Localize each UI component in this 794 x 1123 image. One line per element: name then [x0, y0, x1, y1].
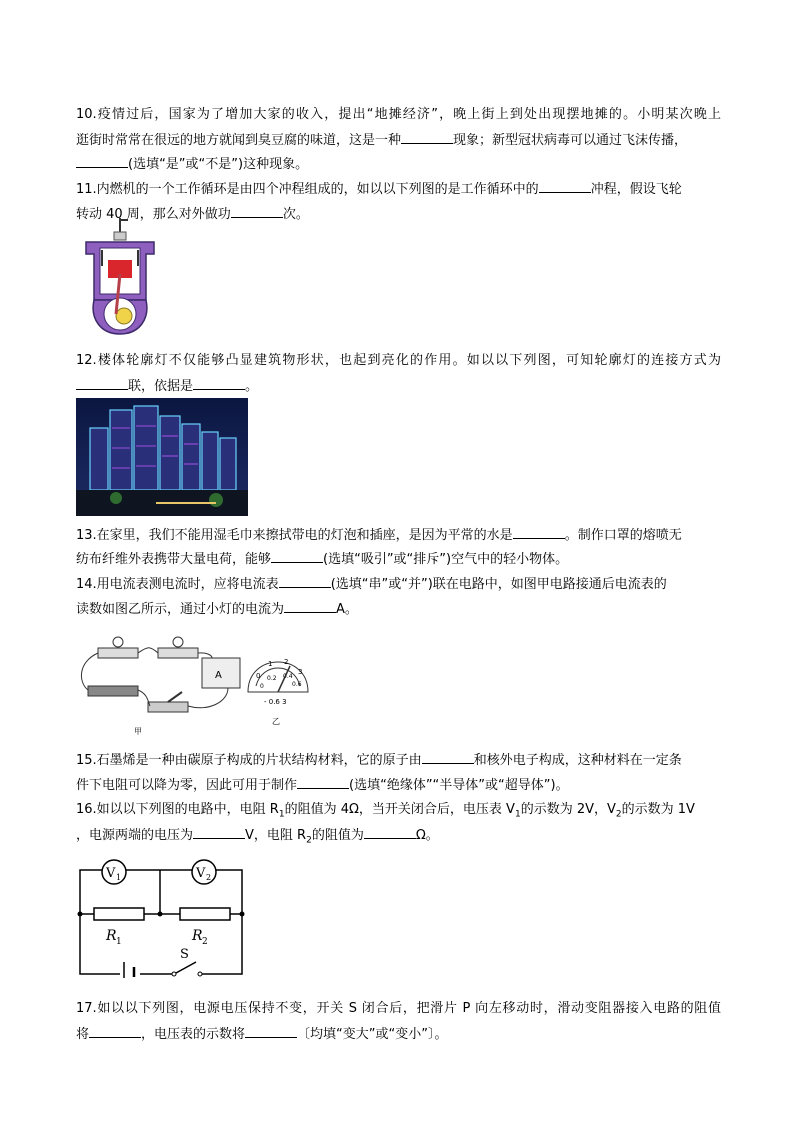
answer-blank [231, 205, 283, 218]
scale-bottom-0: 0 [260, 683, 264, 690]
figure-label-jia: 甲 [134, 727, 142, 736]
answer-blank [401, 131, 453, 144]
q10-line2: 逛街时常常在很远的地方就闻到臭豆腐的味道，这是一种 现象；新型冠状病毒可以通过飞沫传播， [76, 133, 688, 148]
svg-text:2: 2 [202, 937, 208, 947]
svg-text:2: 2 [206, 873, 212, 882]
answer-blank [193, 377, 245, 390]
answer-blank [539, 180, 591, 193]
q12-line2: 联，依据是 。 [76, 377, 721, 396]
q16-line1: 16.如以以下列图的电路中，电阻 $R_1$的阻值为 4Ω，当开关闭合后，电压表 $V_1$的示数为 2V，$V_2$的示数为 1V [76, 802, 695, 820]
building-lights-photo [76, 398, 248, 516]
scale-top-0: 0 [256, 672, 261, 680]
voltmeter-v2-label: V [196, 866, 206, 881]
answer-blank [513, 526, 565, 539]
scale-bottom-1: 0.2 [267, 675, 277, 682]
scale-top-2: 2 [284, 658, 289, 666]
svg-text:1: 1 [116, 937, 122, 947]
answer-blank [193, 826, 245, 839]
scale-top-1: 1 [268, 660, 273, 668]
q11-line2: 转动 40 周，那么对外做功 次。 [76, 207, 309, 222]
answer-blank [89, 1025, 141, 1038]
answer-blank [245, 1025, 297, 1038]
resistor-r2-label: R [192, 928, 203, 944]
scale-bottom-2: 0.4 [283, 673, 293, 680]
scale-top-3: 3 [298, 668, 303, 676]
q14-line2: 读数如图乙所示，通过小灯的电流为 A。 [76, 602, 358, 617]
answer-blank [297, 776, 349, 789]
answer-blank [279, 575, 331, 588]
resistor-r1-label: R [106, 928, 117, 944]
q15-line2: 件下电阻可以降为零，因此可用于制作 (选填“绝缘体”“半导体”或“超导体”)。 [76, 778, 569, 793]
q13-line2: 纺布纤维外表携带大量电荷，能够 (选填“吸引”或“排斥”)空气中的轻小物体。 [76, 552, 569, 567]
q10-line1: 10.疫情过后，国家为了增加大家的收入，提出“地摊经济”，晚上街上到处出现摆地摊的。小明某次晚上 [76, 107, 721, 122]
q17-line2: 将 ，电压表的示数将 〔均填“变大”或“变小”〕。 [76, 1027, 448, 1042]
answer-blank [271, 550, 323, 563]
answer-blank [284, 600, 336, 613]
q11-line1: 11.内燃机的一个工作循环是由四个冲程组成的，如以以下列图的是工作循环中的 冲程，假设飞轮 [76, 182, 682, 197]
voltmeter-v1-label: V [106, 866, 116, 881]
answer-blank [364, 826, 416, 839]
q10-line3: (选填“是”或“不是”)这种现象。 [76, 155, 721, 174]
q13-line1: 13.在家里，我们不能用湿毛巾来擦拭带电的灯泡和插座，是因为平常的水是 。制作口罩的熔喷无 [76, 528, 682, 543]
answer-blank [76, 155, 128, 168]
engine-stroke-figure [80, 218, 160, 338]
q14-line1: 14.用电流表测电流时，应将电流表 (选填“串”或“并”)联在电路中，如图甲电路接通后电流表的 [76, 577, 667, 592]
answer-blank [76, 377, 128, 390]
svg-text:1: 1 [116, 873, 122, 882]
terminal-labels: - 0.6 3 [264, 698, 287, 706]
svg-text:A: A [215, 670, 222, 681]
q17-line1: 17.如以以下列图，电源电压保持不变，开关 S 闭合后，把滑片 P 向左移动时，滑动变阻器接入电路的阻值 [76, 1001, 721, 1016]
ammeter-circuit-figure [78, 632, 318, 736]
scale-bottom-3: 0.6 [292, 681, 302, 688]
q12-line1: 12.楼体轮廓灯不仅能够凸显建筑物形状，也起到亮化的作用。如以以下列图，可知轮廓灯的连接方式为 [76, 353, 721, 368]
q16-line2: ，电源两端的电压为 V，电阻 $R_2$的阻值为 Ω。 [76, 828, 439, 846]
switch-s-label: S [180, 947, 189, 962]
q15-line1: 15.石墨烯是一种由碳原子构成的片状结构材料，它的原子由 和核外电子构成，这种材料在一定条 [76, 753, 682, 768]
answer-blank [422, 751, 474, 764]
voltmeter-circuit-figure [76, 858, 246, 978]
figure-label-yi: 乙 [272, 717, 280, 726]
